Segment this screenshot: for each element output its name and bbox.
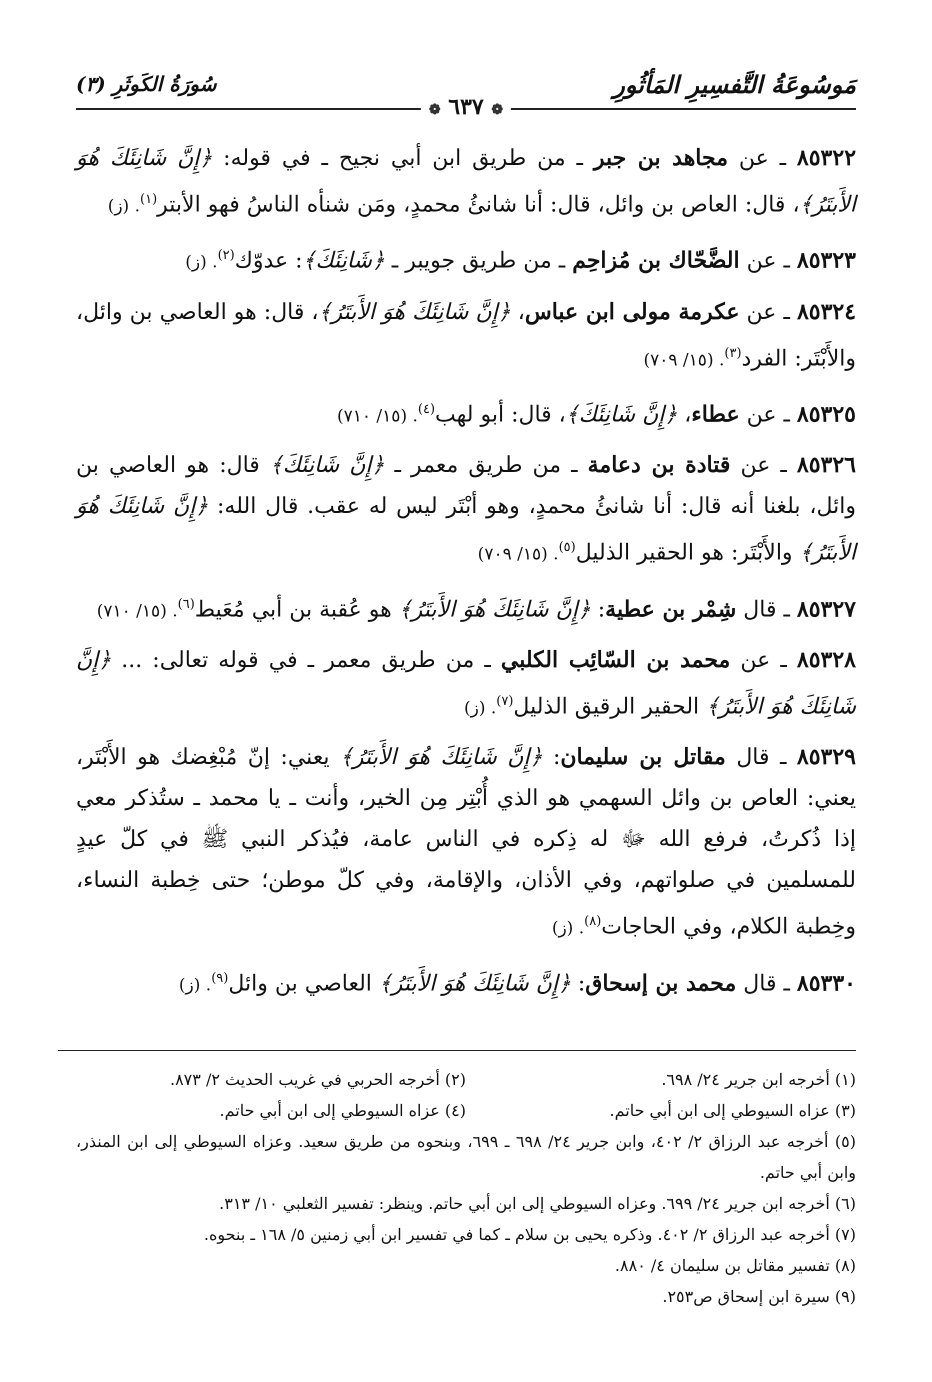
entry-text: ـ عن (739, 402, 797, 428)
entry-text: : (590, 596, 606, 622)
narrator-name: محمد بن السّائِب الكلبي (500, 646, 731, 673)
entry-text: ، قال: العاص بن وائل، قال: أنا شانئُ محمدٍ، ومَن شنأه الناسُ فهو الأبتر (157, 192, 800, 218)
entry-number: ٨٥٣٣٠ (796, 969, 856, 996)
footnote-marker: (١) (140, 192, 158, 207)
reference: . (ز) (551, 918, 585, 939)
footnote-row (76, 1064, 856, 1095)
entry (76, 292, 856, 381)
entry-text: يعني: إنّ مُبْغِضك هو الأَبْتَر، يعني: العاص بن وائل السهمي هو الذي أُبْتِر مِن الخير، وأنت ـ يا محمد ـ ستُذكر معي إذا ذُكرتُ، فرفع الله ﷻ له ذِكره في الناس عامة، فيُذكر النبي ﷺ في كلّ عيدٍ للمسلمين في صلواتهم، وفي الأذان، والإقامة، وفي كلّ موطن؛ حتى خِطبة النساء، وخِطبة الكلام، وفي الحاجات (76, 745, 856, 940)
reference: . (ز) (463, 698, 497, 719)
footnote-2: (٢) أخرجه الحربي في غريب الحديث ٢/ ٨٧٣. (169, 1070, 466, 1089)
entry-text: ، (510, 299, 525, 325)
entry (76, 958, 856, 1006)
quran-quote: ﴿إِنَّ شَانِئَكَ هُوَ الأَبتَرُ﴾ (76, 146, 856, 218)
entries-body (76, 138, 856, 1014)
quran-quote: ﴿إِنَّ شَانِئَكَ هُوَ الأَبتَرُ﴾ (76, 647, 856, 720)
entry-number: ٨٥٣٢٧ (796, 595, 856, 622)
entry-text: قال: هو العاصي بن وائل، بلغنا أنه قال: أنا شانئُ محمدٍ، وهو أبْتَر ليس له عقب. قال الله: (76, 453, 856, 520)
quran-quote: ﴿إِنَّ شَانِئَكَ هُوَ الأَبتَرُ﴾ (398, 596, 591, 622)
entry (76, 138, 856, 227)
entry-text: ، قال: هو العاصي بن وائل، والأَبْتَر: الفرد (76, 299, 856, 371)
footnote-marker: (٥) (558, 540, 576, 556)
narrator-name: مقاتل بن سليمان (560, 744, 726, 771)
footnote-marker: (٦) (177, 596, 195, 612)
footnote-6: (٦) أخرجه ابن جرير ٢٤/ ٦٩٩. وعزاه السيوطي إلى ابن أبي حاتم. وينظر: تفسير الثعلبي ١٠/ ٣١٣. (219, 1194, 856, 1213)
footnote-row (76, 1095, 856, 1126)
entry-text: ـ من طريق معمر ـ (384, 453, 588, 479)
entry-text: ـ عن (739, 299, 797, 325)
entry-text: الحقير الرقيق الذليل (513, 694, 707, 720)
quran-quote: ﴿إِنَّ شَانِئَكَ هُوَ الأَبتَرُ﴾ (378, 970, 571, 996)
entry-text: ـ قال (736, 596, 797, 622)
narrator-name: شِمْر بن عطية (605, 595, 737, 622)
footnote-1: (١) أخرجه ابن جرير ٢٤/ ٦٩٨. (661, 1070, 856, 1089)
entry-number: ٨٥٣٢٥ (796, 401, 856, 428)
entry-number: ٨٥٣٢٦ (796, 452, 856, 479)
entry-text: : (570, 970, 586, 996)
page-number-block (421, 94, 511, 120)
quran-quote: ﴿إِنَّ شَانِئَكَ﴾ (565, 402, 678, 428)
ornament-icon: ❁ (491, 102, 504, 118)
entry (76, 584, 856, 632)
narrator-name: عكرمة مولى ابن عباس (524, 298, 740, 325)
quran-quote: ﴿إِنَّ شَانِئَكَ هُوَ الأَبتَرُ﴾ (318, 299, 511, 325)
footnote-7: (٧) أخرجه عبد الرزاق ٢/ ٤٠٢. وذكره يحيى بن سلام ـ كما في تفسير ابن أبي زمنين ٥/ ١٦٨ ـ بنحوه. (203, 1225, 856, 1244)
entry-text: : عدوّك (234, 248, 303, 274)
entry-number: ٨٥٣٢٤ (796, 298, 857, 325)
surah-title: سُورَةُ الكَوثَرِ (٣) (76, 72, 217, 96)
narrator-name: قتادة بن دعامة (587, 452, 731, 479)
entry-text: ـ من طريق ابن أبي نجيح ـ في قوله: (212, 146, 594, 171)
footnote-4: (٤) عزاه السيوطي إلى ابن أبي حاتم. (219, 1101, 466, 1120)
page-number: ٦٣٧ (448, 94, 484, 120)
entry-text: ـ عن (728, 146, 797, 171)
entry (76, 235, 856, 283)
quran-quote: ﴿إِنَّ شَانِئَكَ هُوَ الأَبتَرُ﴾ (76, 494, 856, 566)
page-header (76, 62, 856, 122)
reference: . (١٥/ ٧٠٩) (643, 349, 725, 370)
footnote-marker: (٣) (724, 345, 742, 361)
narrator-name: عطاء (691, 401, 740, 428)
entry-text: العاصي بن وائل (228, 970, 379, 996)
reference: . (ز) (178, 974, 212, 995)
entry-text: ـ قال (736, 970, 797, 996)
footnote-marker: (٩) (211, 970, 229, 986)
narrator-name: مجاهد بن جبر (593, 145, 728, 171)
reference: . (١٥/ ٧١٠) (96, 600, 178, 621)
entry-text: : (542, 745, 561, 771)
entry-text: ـ عن (730, 453, 797, 479)
entry-number: ٨٥٣٢٢ (796, 145, 857, 171)
reference: . (١٥/ ٧١٠) (336, 406, 418, 427)
quran-quote: ﴿إِنَّ شَانِئَكَ﴾ (269, 453, 385, 479)
entry-text: ـ قال (725, 745, 797, 771)
footnote-3: (٣) عزاه السيوطي إلى ابن أبي حاتم. (609, 1101, 856, 1120)
footnote-9: (٩) سيرة ابن إسحاق ص٢٥٣. (662, 1287, 856, 1306)
entry (76, 389, 856, 437)
footnote-8: (٨) تفسير مقاتل بن سليمان ٤/ ٨٨٠. (614, 1256, 856, 1275)
entry-text: ـ عن (739, 248, 797, 274)
entry-text: ـ عن (730, 647, 797, 673)
entry (76, 737, 856, 949)
footnote-rule (58, 1050, 856, 1051)
footnote-marker: (٢) (217, 248, 235, 264)
ornament-icon: ❁ (428, 102, 441, 118)
reference: . (١٥/ ٧٠٩) (477, 544, 559, 565)
series-title: مَوسُوعَةُ التَّفسِيرِ المَأثُورِ (613, 70, 856, 99)
footnote-5: (٥) أخرجه عبد الرزاق ٢/ ٤٠٢، وابن جرير ٢٤/ ٦٩٨ ـ ٦٩٩، وبنحوه من طريق سعيد. وعزاه السيوطي إلى ابن المنذر، وابن أبي حاتم. (76, 1132, 856, 1182)
narrator-name: محمد بن إسحاق (585, 969, 737, 996)
entry (76, 445, 856, 575)
reference: . (ز) (185, 252, 218, 273)
footnotes (76, 1064, 856, 1312)
entry-text: والأَبْتَر: هو الحقير الذليل (575, 540, 800, 566)
entry-number: ٨٥٣٢٣ (796, 247, 856, 274)
entry-text: ، قال: أبو لهب (435, 402, 566, 428)
footnote-marker: (٤) (417, 401, 436, 417)
entry-number: ٨٥٣٢٨ (796, 646, 856, 673)
entry-number: ٨٥٣٢٩ (796, 744, 856, 771)
entry-text: ـ من طريق معمر ـ في قوله تعالى: ... (111, 647, 501, 673)
entry-text: ـ من طريق جويبر ـ (384, 248, 573, 274)
entry-text: هو عُقبة بن أبي مُعَيط (194, 596, 399, 622)
footnote-marker: (٨) (584, 914, 602, 930)
footnote-marker: (٧) (496, 693, 514, 709)
reference: . (ز) (107, 196, 140, 217)
narrator-name: الضَّحّاك بن مُزاحِم (572, 247, 740, 274)
quran-quote: ﴿إِنَّ شَانِئَكَ هُوَ الأَبتَرُ﴾ (340, 745, 543, 771)
entry-text: ، (677, 402, 692, 428)
entry (76, 640, 856, 729)
quran-quote: ﴿شَانِئَكَ﴾ (302, 248, 385, 274)
